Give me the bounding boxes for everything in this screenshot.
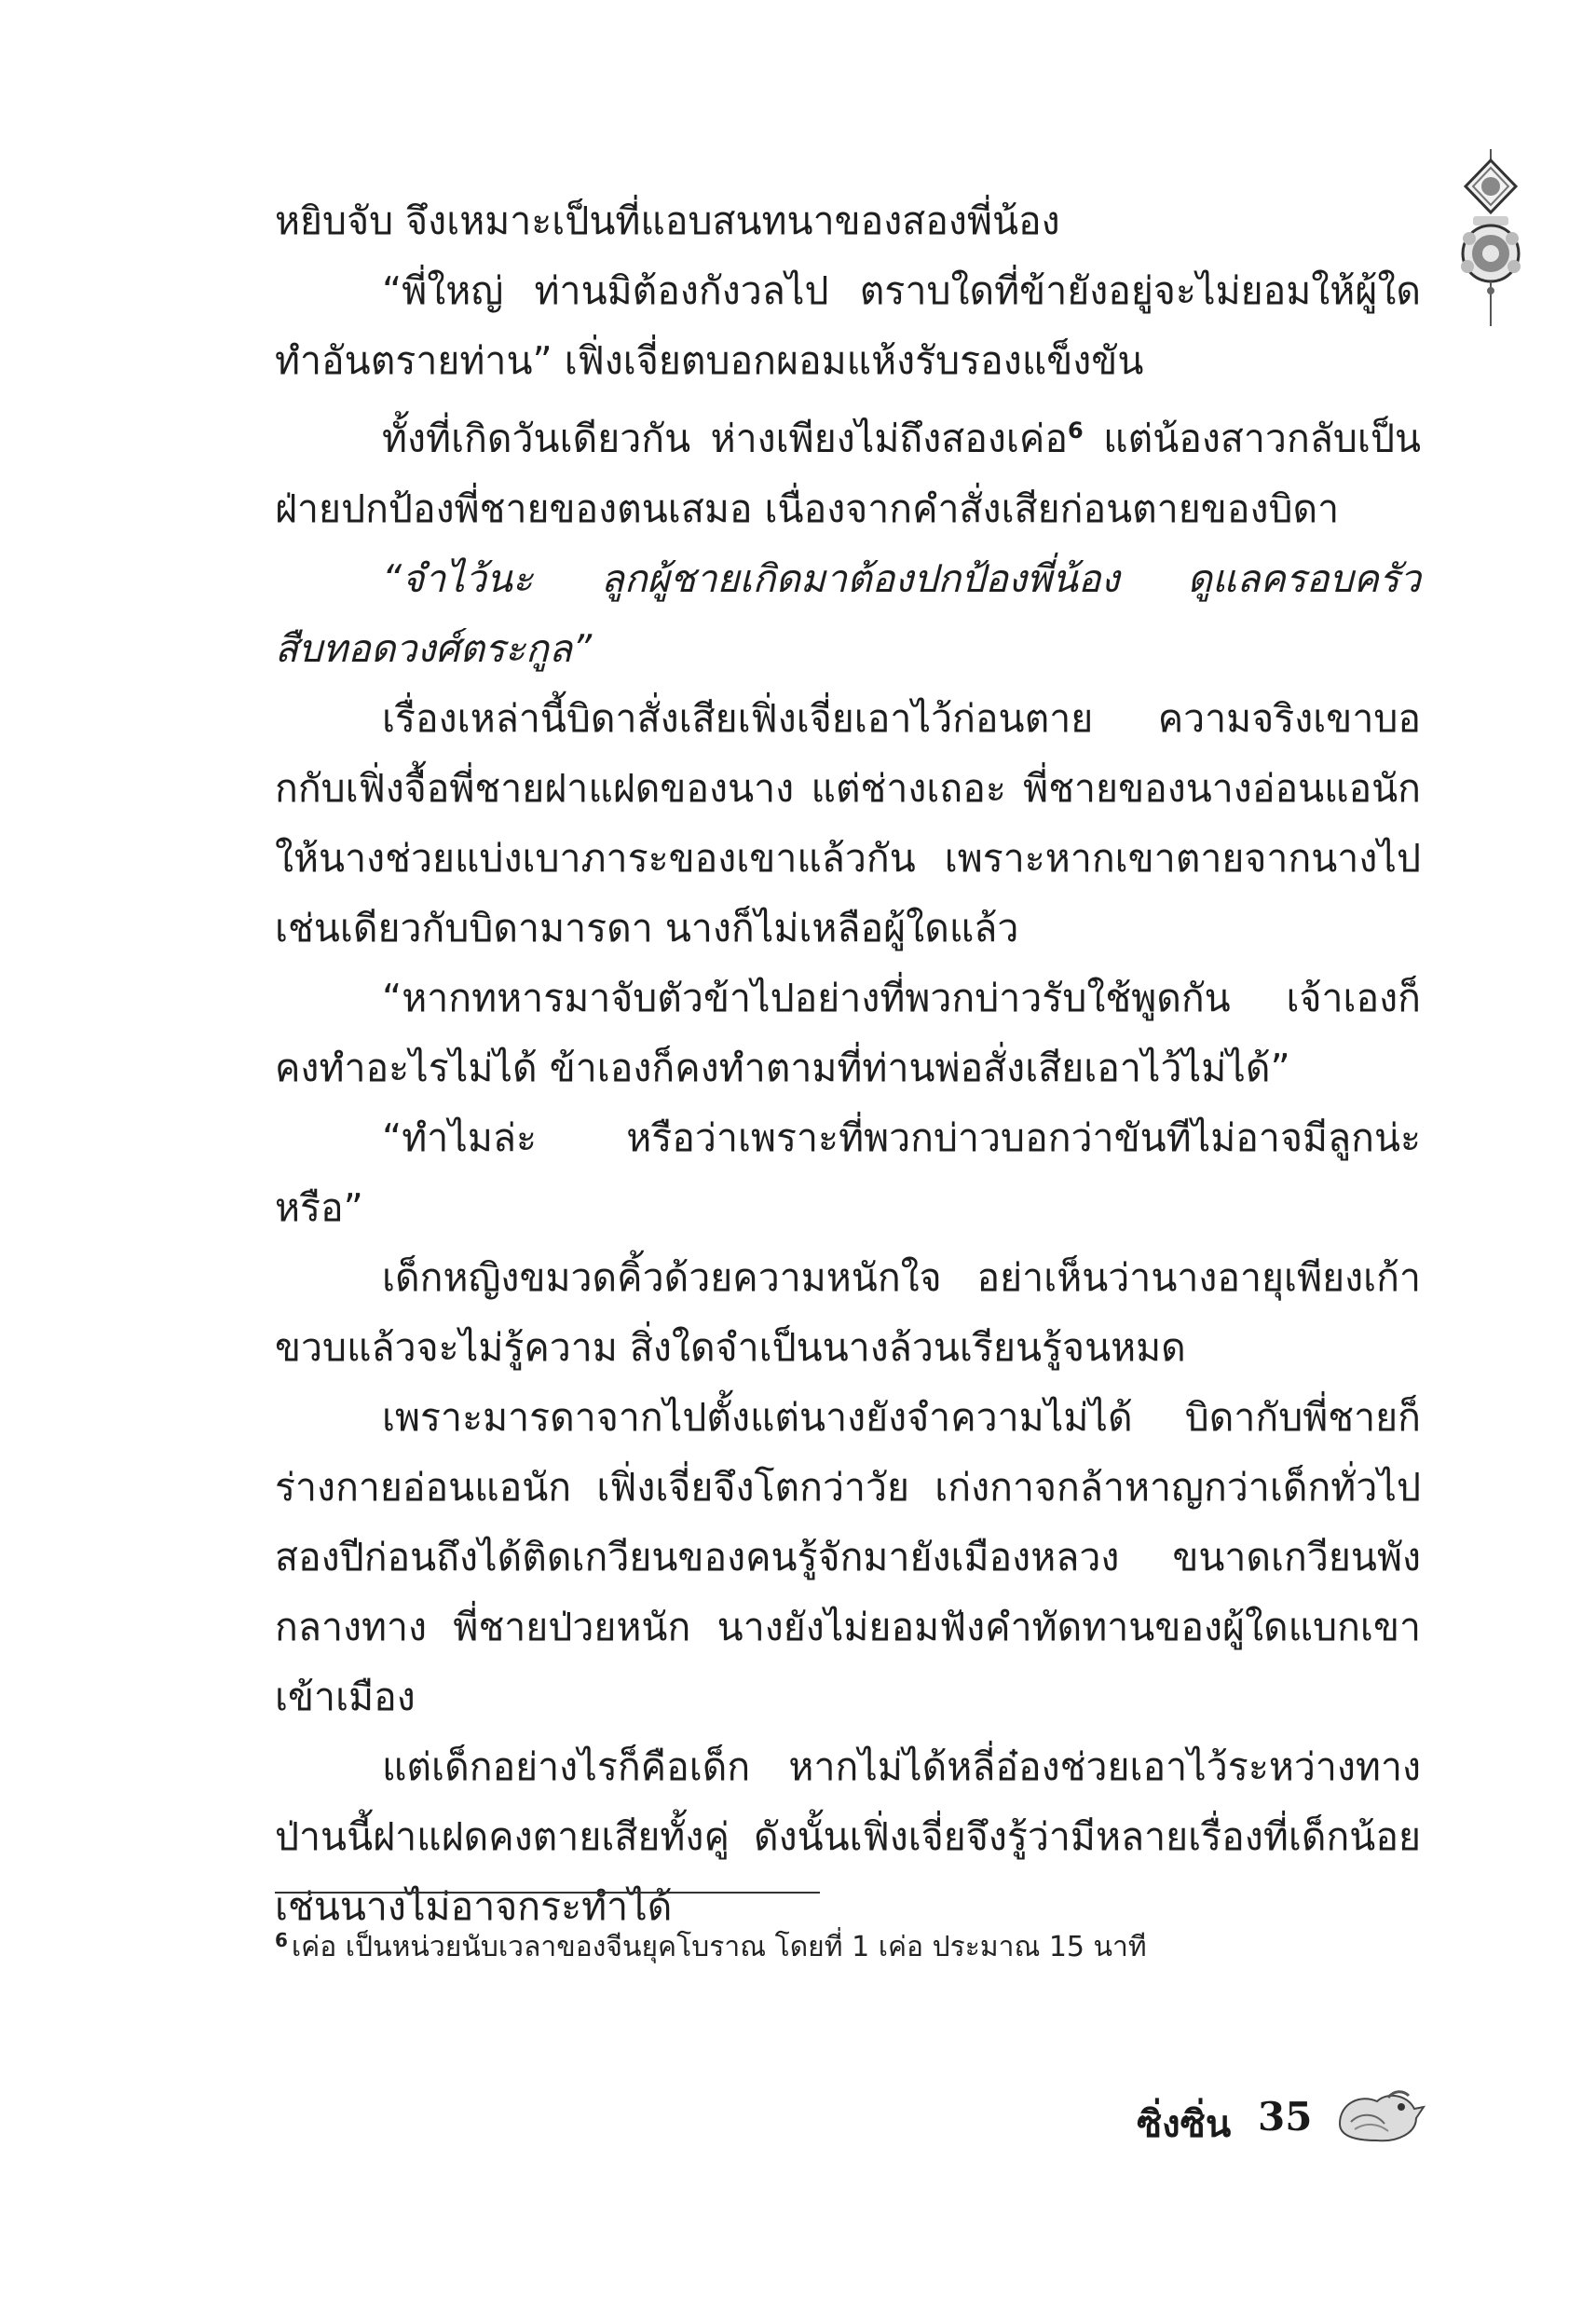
body-text: [275, 186, 1421, 1942]
paragraph: เรื่องเหล่านี้บิดาสั่งเสียเฟิ่งเจี่ยเอาไว้ก่อนตาย ความจริงเขาบอกกับเฟิ่งจื้อพี่ชายฝาแฝดของนาง แต่ช่างเถอะ พี่ชายของนางอ่อนแอนักให้นางช่วยแบ่งเบาภาระของเขาแล้วกัน เพราะหากเขาตายจากนางไปเช่นเดียวกับบิดามารดา นางก็ไม่เหลือผู้ใดแล้ว: [275, 695, 1421, 950]
paragraph: เพราะมารดาจากไปตั้งแต่นางยังจำความไม่ได้ บิดากับพี่ชายก็ร่างกายอ่อนแอนัก เฟิ่งเจี่ยจึงโตกว่าวัย เก่งกาจกล้าหาญกว่าเด็กทั่วไป สองปีก่อนถึงได้ติดเกวียนของคนรู้จักมายังเมืองหลวง ขนาดเกวียนพังกลางทาง พี่ชายป่วยหนัก นางยังไม่ยอมฟังคำทัดทานของผู้ใดแบกเขาเข้าเมือง: [275, 1394, 1421, 1719]
book-title: ซิ่งซิ่น: [1137, 2102, 1232, 2146]
paragraph: เด็กหญิงขมวดคิ้วด้วยความหนักใจ อย่าเห็นว่านางอายุเพียงเก้าขวบแล้วจะไม่รู้ความ สิ่งใดจำเป็นนางล้วนเรียนรู้จนหมด: [275, 1254, 1421, 1370]
paragraph: หยิบจับ จึงเหมาะเป็นที่แอบสนทนาของสองพี่น้อง: [275, 198, 1060, 243]
paragraph: “ทำไมล่ะ หรือว่าเพราะที่พวกบ่าวบอกว่าขันทีไม่อาจมีลูกน่ะหรือ”: [275, 1114, 1421, 1230]
paragraph: “หากทหารมาจับตัวข้าไปอย่างที่พวกบ่าวรับใช้พูดกัน เจ้าเองก็คงทำอะไรไม่ได้ ข้าเองก็คงทำตามที่ท่านพ่อสั่งเสียเอาไว้ไม่ได้”: [275, 975, 1421, 1090]
corner-emblem-icon: [1458, 149, 1523, 339]
page-number: 35: [1258, 2094, 1313, 2140]
paragraph-text: แต่น้องสาวกลับเป็นฝ่ายปกป้องพี่ชายของตนเสมอ เนื่องจากคำสั่งเสียก่อนตายของบิดา: [275, 416, 1421, 531]
page-footer: [1099, 2083, 1435, 2157]
footnote: [275, 1921, 1421, 1966]
paragraph: “พี่ใหญ่ ท่านมิต้องกังวลไป ตราบใดที่ข้ายังอยู่จะไม่ยอมให้ผู้ใดทำอันตรายท่าน” เฟิ่งเจี่ยตบอกผอมแห้งรับรองแข็งขัน: [275, 268, 1421, 383]
paragraph-text: ทั้งที่เกิดวันเดียวกัน ห่างเพียงไม่ถึงสองเค่อ: [382, 416, 1068, 461]
mandarin-duck-icon: [1332, 2085, 1425, 2154]
footnote-reference: 6: [1067, 417, 1084, 444]
footnote-text: เค่อ เป็นหน่วยนับเวลาของจีนยุคโบราณ โดยที่ 1 เค่อ ประมาณ 15 นาที: [291, 1931, 1147, 1963]
quote-paragraph: “จำไว้นะ ลูกผู้ชายเกิดมาต้องปกป้องพี่น้อง ดูแลครอบครัวสืบทอดวงศ์ตระกูล”: [275, 555, 1421, 671]
paragraph: [275, 396, 1421, 544]
paragraph: แต่เด็กอย่างไรก็คือเด็ก หากไม่ได้หลี่อ๋องช่วยเอาไว้ระหว่างทาง ป่านนี้ฝาแฝดคงตายเสียทั้งคู่ ดังนั้นเฟิ่งเจี่ยจึงรู้ว่ามีหลายเรื่องที่เด็กน้อยเช่นนางไม่อาจกระทำได้: [275, 1744, 1421, 1929]
footnote-number: 6: [275, 1929, 288, 1951]
footnote-divider: [275, 1892, 820, 1894]
